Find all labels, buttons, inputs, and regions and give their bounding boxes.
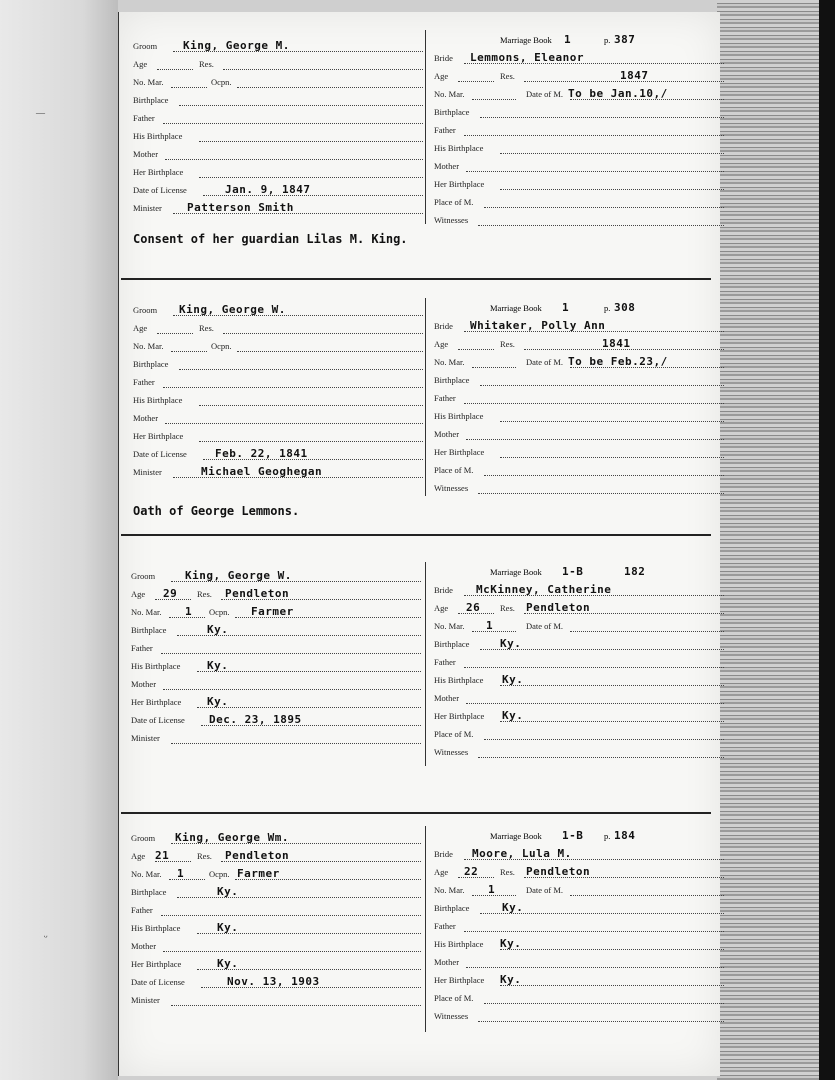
age-line: Age Res. 1841 — [434, 334, 724, 352]
age-line: Age 26 Res. Pendleton — [434, 598, 724, 616]
place-of-m-line: Place of M. — [434, 192, 724, 210]
marriage-book-number: 1-B — [562, 565, 584, 578]
age-value: 29 — [163, 587, 178, 600]
bride-line: Bride Moore, Lula M. — [434, 844, 724, 862]
age-line: Age 22 Res. Pendleton — [434, 862, 724, 880]
residence-value: 1841 — [602, 337, 631, 350]
bride-column — [425, 826, 724, 1032]
marriage-book-page: 308 — [614, 301, 636, 314]
his-birthplace-line: His Birthplace Ky. — [131, 656, 421, 674]
birthplace-line: Birthplace Ky. — [131, 620, 421, 638]
birthplace-line: Birthplace — [133, 354, 423, 372]
mother-line: Mother — [133, 408, 423, 426]
his-birthplace-line: His Birthplace — [434, 138, 724, 156]
place-of-m-line: Place of M. — [434, 460, 724, 478]
mother-line: Mother — [434, 952, 724, 970]
her-birthplace-line: Her Birthplace — [133, 426, 423, 444]
mother-line: Mother — [133, 144, 423, 162]
mother-line: Mother — [131, 936, 421, 954]
age-line: Age Res. — [133, 54, 423, 72]
father-line: Father — [131, 638, 421, 656]
bride-line: Bride McKinney, Catherine — [434, 580, 724, 598]
no-mar-line: No. Mar. Ocpn. — [133, 72, 423, 90]
marriage-book-page: 184 — [614, 829, 636, 842]
bride-line: Bride Lemmons, Eleanor — [434, 48, 724, 66]
birthplace-line: Birthplace Ky. — [131, 882, 421, 900]
occupation-value: Farmer — [237, 867, 280, 880]
no-mar-line: No. Mar. Date of M. To be Feb.23,/ — [434, 352, 724, 370]
mother-line: Mother — [434, 688, 724, 706]
marriage-book-page: 387 — [614, 33, 636, 46]
minister-line: Minister Michael Geoghegan — [133, 462, 423, 480]
his-birthplace-line: His Birthplace — [133, 126, 423, 144]
marriage-book-page: 182 — [624, 565, 646, 578]
date-of-marriage: To be Jan.10,/ — [568, 87, 668, 100]
scan-margin-left — [0, 0, 118, 1080]
groom-line: Groom King, George Wm. — [131, 828, 421, 846]
marriage-book-number: 1-B — [562, 829, 584, 842]
age-line: Age 29 Res. Pendleton — [131, 584, 421, 602]
birthplace-value: Ky. — [502, 901, 524, 914]
bride-name: Moore, Lula M. — [472, 847, 572, 860]
age-line: Age 21 Res. Pendleton — [131, 846, 421, 864]
date-of-license-line: Date of License Nov. 13, 1903 — [131, 972, 421, 990]
bride-name: Whitaker, Polly Ann — [470, 319, 606, 332]
place-of-m-line: Place of M. — [434, 988, 724, 1006]
no-mar-value: 1 — [488, 883, 496, 896]
birthplace-value: Ky. — [500, 637, 522, 650]
age-value: 26 — [466, 601, 481, 614]
date-of-license-line: Date of License Feb. 22, 1841 — [133, 444, 423, 462]
witnesses-line: Witnesses — [434, 742, 724, 760]
her-birthplace-line: Her Birthplace Ky. — [131, 954, 421, 972]
place-of-m-line: Place of M. — [434, 724, 724, 742]
groom-line: Groom King, George M. — [133, 36, 423, 54]
birthplace-line: Birthplace Ky. — [434, 898, 724, 916]
bride-column — [425, 562, 724, 766]
groom-line: Groom King, George W. — [133, 300, 423, 318]
groom-name: King, George Wm. — [175, 831, 289, 844]
minister-name: Patterson Smith — [187, 201, 294, 214]
date-of-license: Jan. 9, 1847 — [225, 183, 311, 196]
birthplace-line: Birthplace — [133, 90, 423, 108]
father-line: Father — [434, 652, 724, 670]
witnesses-line: Witnesses — [434, 210, 724, 228]
her-birthplace-line: Her Birthplace — [434, 174, 724, 192]
no-mar-line: No. Mar. Ocpn. — [133, 336, 423, 354]
residence-value: Pendleton — [526, 865, 591, 878]
birthplace-line: Birthplace Ky. — [434, 634, 724, 652]
groom-column — [131, 828, 421, 1008]
minister-line: Minister — [131, 728, 421, 746]
her-birthplace-line: Her Birthplace — [133, 162, 423, 180]
witnesses-line: Witnesses — [434, 478, 724, 496]
scan-margin-right — [717, 0, 835, 1080]
no-mar-line: No. Mar. Date of M. To be Jan.10,/ — [434, 84, 724, 102]
age-value: 21 — [155, 849, 170, 862]
groom-line: Groom King, George W. — [131, 566, 421, 584]
no-mar-line: No. Mar. 1 Date of M. — [434, 880, 724, 898]
her-birthplace-line: Her Birthplace Ky. — [131, 692, 421, 710]
residence-value: Pendleton — [225, 587, 290, 600]
her-birthplace-line: Her Birthplace — [434, 442, 724, 460]
marriage-record-card — [119, 814, 720, 1076]
marriage-record-card — [119, 538, 720, 808]
no-mar-value: 1 — [177, 867, 185, 880]
marriage-book-line: Marriage Book 1-B p. 184 — [490, 829, 636, 842]
bride-name: McKinney, Catherine — [476, 583, 612, 596]
minister-line: Minister — [131, 990, 421, 1008]
his-birthplace-line: His Birthplace Ky. — [434, 934, 724, 952]
mother-line: Mother — [434, 424, 724, 442]
father-line: Father — [434, 916, 724, 934]
her-birthplace-line: Her Birthplace Ky. — [434, 706, 724, 724]
father-line: Father — [434, 388, 724, 406]
marriage-record-card — [119, 12, 720, 280]
record-note: Oath of George Lemmons. — [133, 504, 300, 518]
groom-column — [131, 566, 421, 746]
bride-column — [425, 30, 724, 224]
her-birthplace-line: Her Birthplace Ky. — [434, 970, 724, 988]
his-birthplace-value: Ky. — [207, 659, 229, 672]
father-line: Father — [133, 372, 423, 390]
groom-name: King, George W. — [179, 303, 286, 316]
no-mar-value: 1 — [486, 619, 494, 632]
his-birthplace-line: His Birthplace — [133, 390, 423, 408]
minister-line: Minister Patterson Smith — [133, 198, 423, 216]
birthplace-value: Ky. — [217, 885, 239, 898]
her-birthplace-value: Ky. — [207, 695, 229, 708]
card-divider — [121, 534, 711, 536]
birthplace-line: Birthplace — [434, 102, 724, 120]
date-of-license: Nov. 13, 1903 — [227, 975, 320, 988]
her-birthplace-value: Ky. — [502, 709, 524, 722]
scan-edge-strip — [819, 0, 835, 1080]
date-of-license: Dec. 23, 1895 — [209, 713, 302, 726]
marriage-book-number: 1 — [564, 33, 572, 46]
no-mar-value: 1 — [185, 605, 193, 618]
age-line: Age Res. — [133, 318, 423, 336]
witnesses-line: Witnesses — [434, 1006, 724, 1024]
his-birthplace-line: His Birthplace Ky. — [131, 918, 421, 936]
his-birthplace-value: Ky. — [502, 673, 524, 686]
father-line: Father — [133, 108, 423, 126]
no-mar-line: No. Mar. 1 Ocpn. Farmer — [131, 602, 421, 620]
record-note: Consent of her guardian Lilas M. King. — [133, 232, 408, 246]
date-of-license-line: Date of License Dec. 23, 1895 — [131, 710, 421, 728]
mother-line: Mother — [131, 674, 421, 692]
marriage-book-number: 1 — [562, 301, 570, 314]
his-birthplace-value: Ky. — [217, 921, 239, 934]
residence-value: Pendleton — [225, 849, 290, 862]
father-line: Father — [434, 120, 724, 138]
marriage-book-line: Marriage Book 1 p. 308 — [490, 301, 636, 314]
occupation-value: Farmer — [251, 605, 294, 618]
marriage-record-card — [119, 280, 720, 538]
bride-name: Lemmons, Eleanor — [470, 51, 584, 64]
birthplace-value: Ky. — [207, 623, 229, 636]
residence-value: Pendleton — [526, 601, 591, 614]
no-mar-line: No. Mar. 1 Ocpn. Farmer — [131, 864, 421, 882]
groom-name: King, George M. — [183, 39, 290, 52]
scan-speck: ᵕ — [44, 930, 48, 944]
scan-speck: — — [36, 108, 45, 118]
date-of-license-line: Date of License Jan. 9, 1847 — [133, 180, 423, 198]
age-value: 22 — [464, 865, 479, 878]
groom-name: King, George W. — [185, 569, 292, 582]
date-of-license: Feb. 22, 1841 — [215, 447, 308, 460]
bride-line: Bride Whitaker, Polly Ann — [434, 316, 724, 334]
age-line: Age Res. 1847 — [434, 66, 724, 84]
minister-name: Michael Geoghegan — [201, 465, 323, 478]
his-birthplace-line: His Birthplace — [434, 406, 724, 424]
birthplace-line: Birthplace — [434, 370, 724, 388]
marriage-book-line: Marriage Book 1 p. 387 — [500, 33, 636, 46]
her-birthplace-value: Ky. — [500, 973, 522, 986]
residence-value: 1847 — [620, 69, 649, 82]
no-mar-line: No. Mar. 1 Date of M. — [434, 616, 724, 634]
father-line: Father — [131, 900, 421, 918]
date-of-marriage: To be Feb.23,/ — [568, 355, 668, 368]
groom-column — [133, 300, 423, 480]
groom-column — [133, 36, 423, 216]
record-page — [118, 12, 720, 1076]
marriage-book-line: Marriage Book 1-B 182 — [490, 565, 646, 578]
his-birthplace-value: Ky. — [500, 937, 522, 950]
bride-column — [425, 298, 724, 496]
mother-line: Mother — [434, 156, 724, 174]
her-birthplace-value: Ky. — [217, 957, 239, 970]
his-birthplace-line: His Birthplace Ky. — [434, 670, 724, 688]
